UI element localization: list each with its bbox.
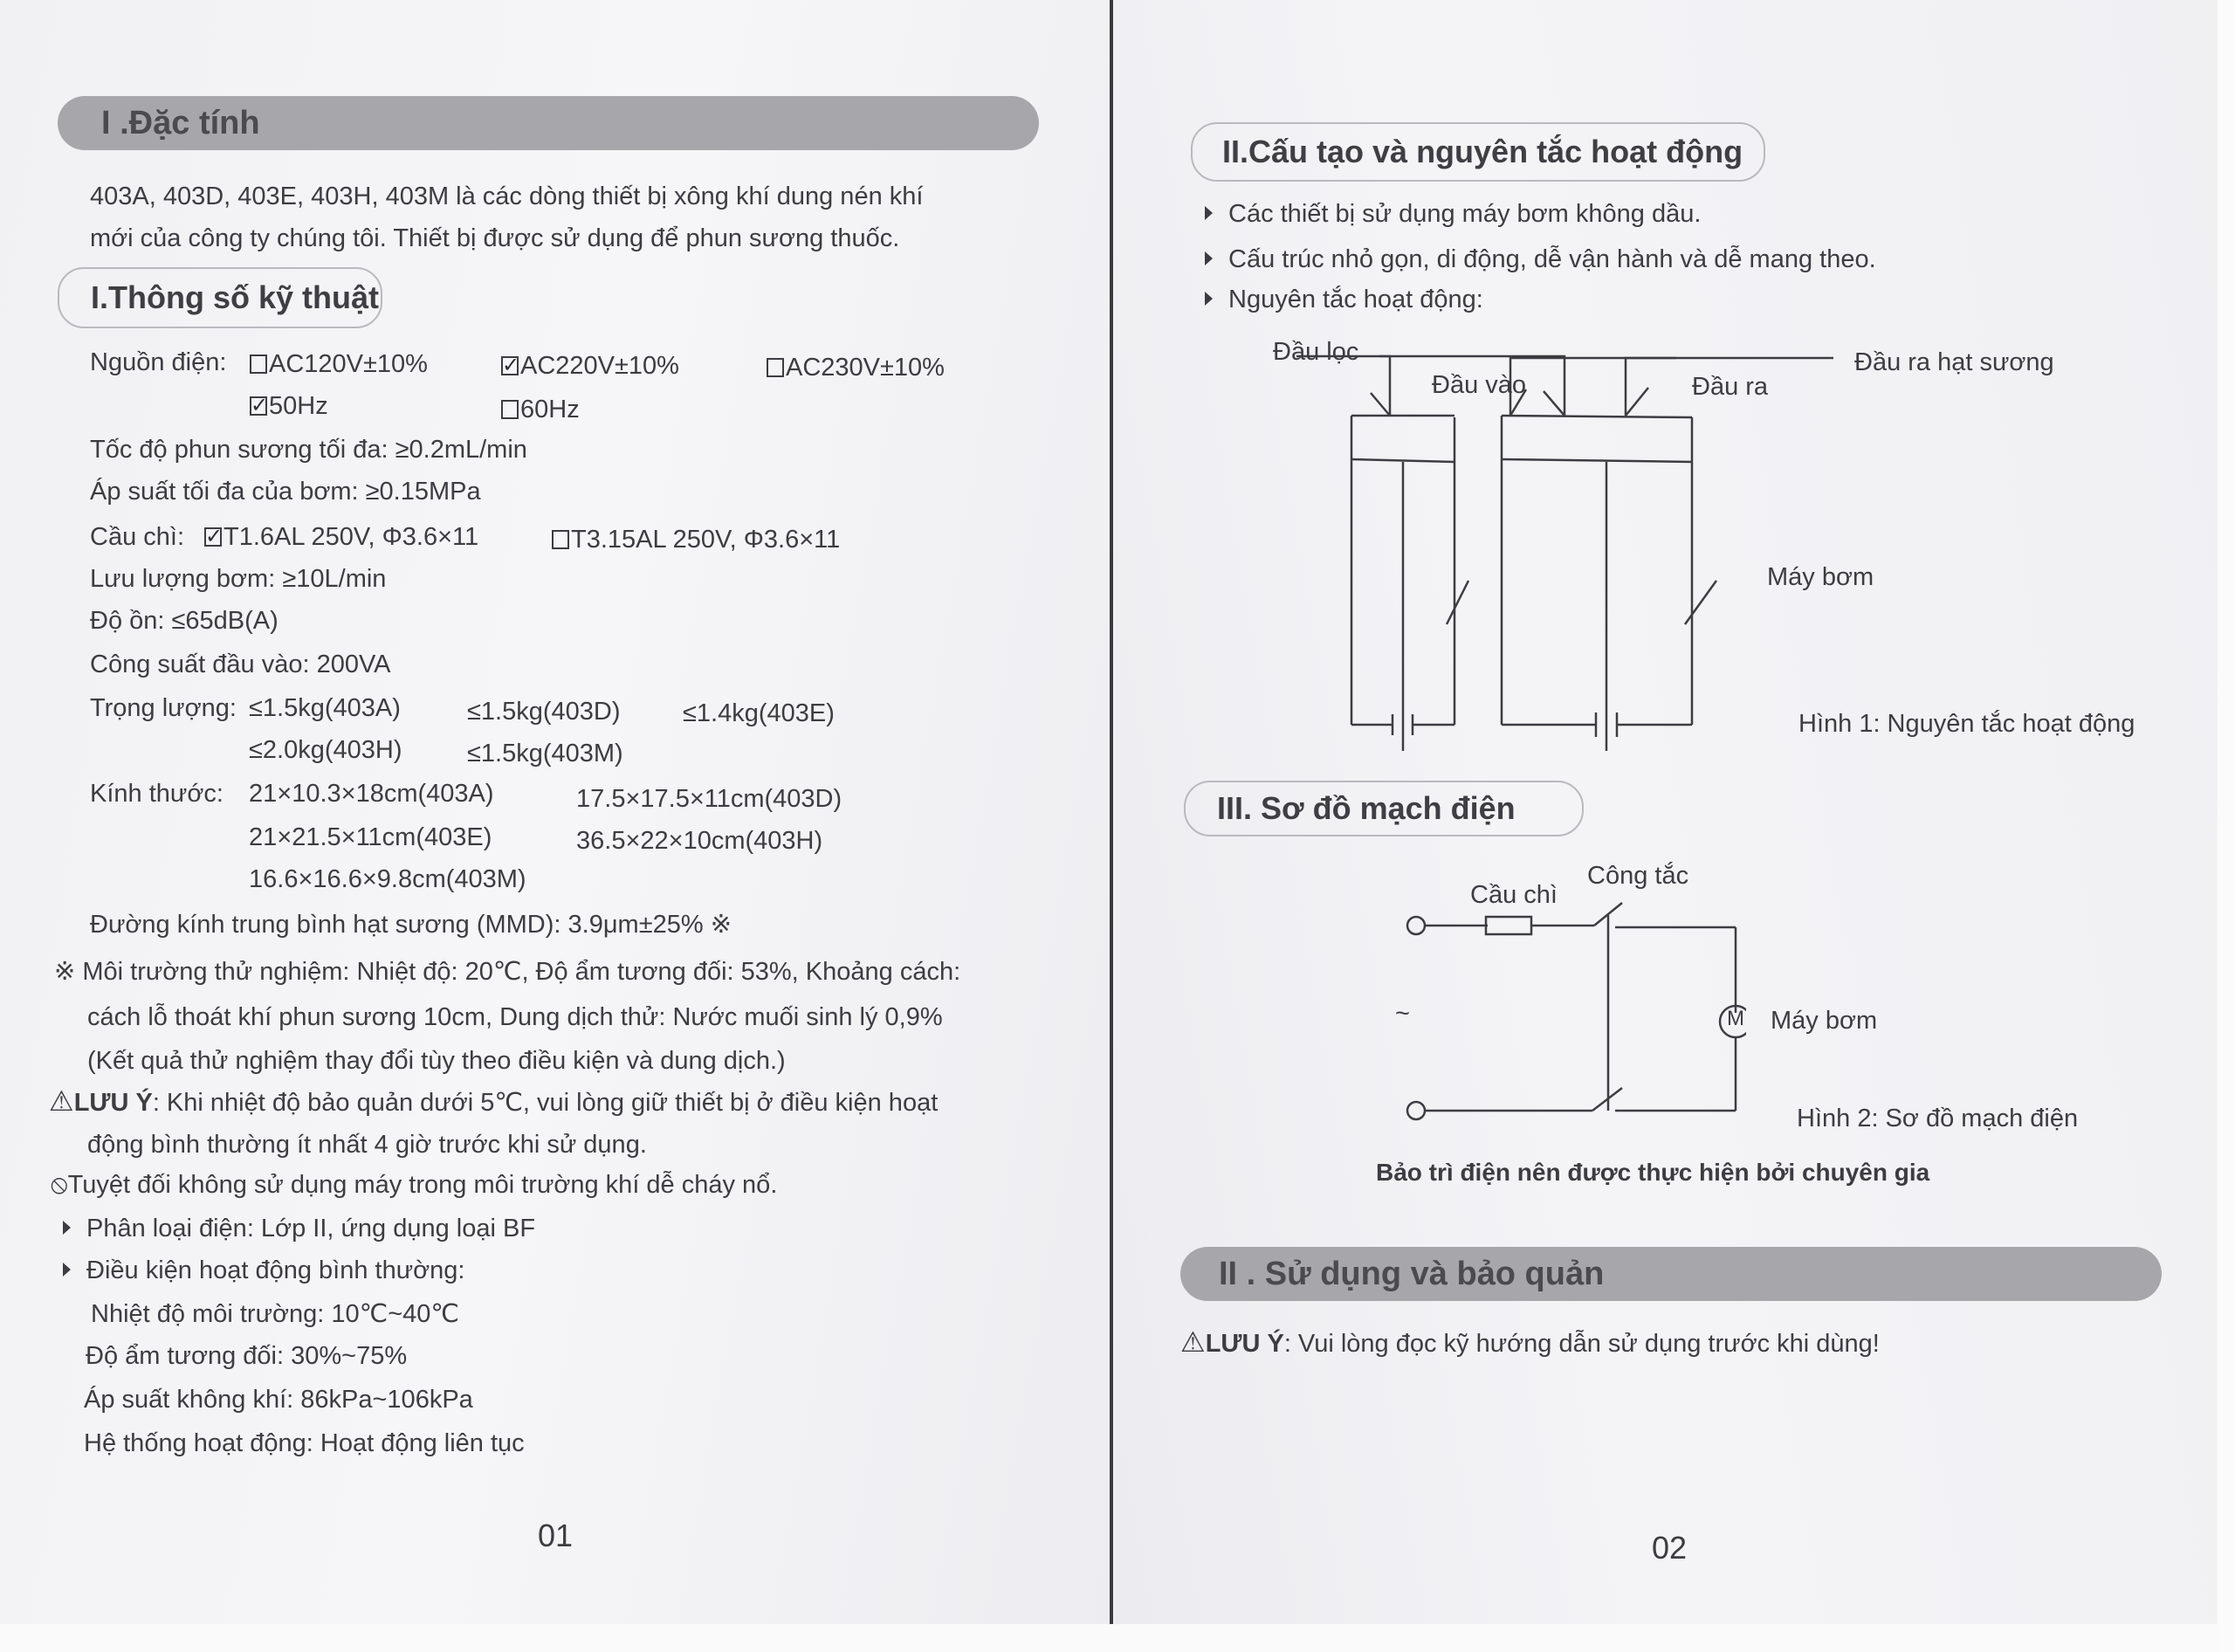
fuse-option-t1-6al[interactable]: ✓ T1.6AL 250V, Φ3.6×11 [204, 522, 478, 552]
caution-read-manual: ⚠LƯU Ý: Vui lòng đọc kỹ hướng dẫn sử dụng trước khi dùng! [1180, 1326, 1880, 1358]
bullet-oil-free-pump: Các thiết bị sử dụng máy bơm không dầu. [1205, 199, 1701, 229]
condition-operation-system: Hệ thống hoạt động: Hoạt động liên tục [84, 1429, 525, 1457]
label-filter: Đầu lọc [1273, 338, 1359, 366]
spec-noise: Độ ồn: ≤65dB(A) [90, 607, 279, 635]
spec-pump-flow: Lưu lượng bơm: ≥10L/min [90, 565, 387, 593]
prohibited-icon: ⦸ [51, 1170, 68, 1199]
bullet-operating-principle: Nguyên tắc hoạt động: [1205, 285, 1483, 314]
label-inlet: Đầu vào [1432, 371, 1527, 399]
dimension-403a: 21×10.3×18cm(403A) [249, 780, 494, 808]
caution-storage-line-2: động bình thường ít nhất 4 giờ trước khi sử dụng. [87, 1131, 647, 1159]
bullet-arrow-icon [1205, 251, 1213, 265]
bullet-arrow-icon [63, 1221, 71, 1235]
bullet-arrow-icon [1205, 292, 1213, 306]
motor-icon-label: M [1727, 1007, 1744, 1030]
test-env-line-1: ※ Môi trường thử nghiệm: Nhiệt độ: 20℃, Độ ẩm tương đối: 53%, Khoảng cách: [54, 958, 961, 986]
scan-margin-bottom [0, 1624, 2235, 1652]
power-label: Nguồn điện: [90, 348, 227, 376]
condition-temperature: Nhiệt độ môi trường: 10℃~40℃ [91, 1300, 459, 1328]
scan-margin-right [2218, 0, 2235, 1652]
spec-max-nebulization: Tốc độ phun sương tối đa: ≥0.2mL/min [90, 436, 527, 464]
figure-1-caption: Hình 1: Nguyên tắc hoạt động [1798, 710, 2135, 738]
label-ac-source: ~ [1395, 1000, 1410, 1028]
section-header-structure [1191, 122, 1765, 182]
fuse-option-t3-15al[interactable]: T3.15AL 250V, Φ3.6×11 [552, 525, 840, 554]
dimension-403h: 36.5×22×10cm(403H) [576, 827, 823, 855]
dimension-403d: 17.5×17.5×11cm(403D) [576, 785, 842, 813]
subsection-title: I.Thông số kỹ thuật [91, 279, 379, 315]
checkbox-icon [552, 530, 569, 549]
condition-humidity: Độ ẩm tương đối: 30%~75% [86, 1342, 408, 1370]
label-pump-motor: Máy bơm [1771, 1007, 1878, 1035]
label-pump: Máy bơm [1767, 563, 1874, 591]
section-title: I .Đặc tính [101, 104, 260, 141]
section-header-characteristics [58, 96, 1039, 150]
figure-circuit-diagram [1379, 891, 1746, 1126]
freq-option-60hz[interactable]: 60Hz [501, 395, 580, 424]
maintenance-note: Bảo trì điện nên được thực hiện bởi chuyên gia [1376, 1159, 1930, 1186]
section-header-usage [1180, 1247, 2162, 1301]
label-switch: Công tắc [1587, 862, 1689, 890]
bullet-compact-structure: Cấu trúc nhỏ gọn, di động, dễ vận hành và dễ mang theo. [1205, 244, 1876, 274]
caution-storage: ⚠LƯU Ý: Khi nhiệt độ bảo quản dưới 5℃, vui lòng giữ thiết bị ở điều kiện hoạt [49, 1085, 939, 1117]
weight-403h: ≤2.0kg(403H) [249, 736, 402, 764]
prohibition-note: ⦸Tuyệt đối không sử dụng máy trong môi trường khí dễ cháy nổ. [51, 1170, 778, 1199]
condition-air-pressure: Áp suất không khí: 86kPa~106kPa [84, 1386, 473, 1414]
test-env-line-3: (Kết quả thử nghiệm thay đổi tùy theo điều kiện và dung dịch.) [87, 1047, 786, 1075]
checkbox-checked-icon [250, 396, 267, 416]
test-env-line-2: cách lỗ thoát khí phun sương 10cm, Dung dịch thử: Nước muối sinh lý 0,9% [87, 1003, 943, 1031]
weight-403e: ≤1.4kg(403E) [683, 699, 835, 727]
weight-403a: ≤1.5kg(403A) [249, 694, 401, 722]
intro-line-2: mới của công ty chúng tôi. Thiết bị được sử dụng để phun sương thuốc. [90, 224, 900, 252]
warning-triangle-icon: ⚠ [1180, 1326, 1206, 1358]
dimension-403m: 16.6×16.6×9.8cm(403M) [249, 865, 526, 893]
weight-403d: ≤1.5kg(403D) [467, 698, 621, 726]
label-mist-outlet: Đầu ra hạt sương [1854, 348, 2054, 376]
section-header-circuit [1184, 781, 1584, 836]
power-option-120v[interactable]: AC120V±10% [250, 349, 428, 379]
freq-option-50hz[interactable]: ✓50Hz [250, 391, 328, 421]
checkbox-checked-icon [501, 356, 519, 375]
label-outlet: Đầu ra [1692, 373, 1769, 401]
section-title: III. Sơ đồ mạch điện [1217, 790, 1516, 826]
bullet-operating-conditions: Điều kiện hoạt động bình thường: [63, 1256, 464, 1285]
dimensions-label: Kính thước: [90, 780, 224, 808]
subsection-header-specs [58, 267, 382, 328]
page-number-right: 02 [1652, 1530, 1688, 1566]
warning-triangle-icon: ⚠ [49, 1085, 74, 1117]
caution-label: LƯU Ý [1205, 1330, 1284, 1358]
weight-label: Trọng lượng: [90, 694, 237, 722]
power-option-230v[interactable]: AC230V±10% [767, 353, 945, 382]
checkbox-icon [767, 358, 784, 377]
bullet-electrical-class: Phân loại điện: Lớp II, ứng dụng loại BF [63, 1214, 535, 1243]
power-option-220v[interactable]: ✓ AC220V±10% [501, 351, 679, 381]
spec-input-power: Công suất đầu vào: 200VA [90, 650, 391, 678]
dimension-403e: 21×21.5×11cm(403E) [249, 823, 492, 851]
page-number-left: 01 [538, 1518, 574, 1553]
spec-mmd: Đường kính trung bình hạt sương (MMD): 3.9μm±25% ※ [90, 911, 732, 939]
checkbox-icon [501, 400, 519, 419]
weight-403m: ≤1.5kg(403M) [467, 740, 623, 767]
label-fuse: Cầu chì [1470, 881, 1558, 909]
checkbox-checked-icon [204, 527, 222, 547]
caution-label: LƯU Ý [73, 1089, 153, 1117]
intro-line-1: 403A, 403D, 403E, 403H, 403M là các dòng thiết bị xông khí dung nén khí [90, 182, 924, 210]
section-title: II . Sử dụng và bảo quản [1219, 1255, 1605, 1292]
figure-2-caption: Hình 2: Sơ đồ mạch điện [1797, 1105, 2079, 1132]
section-title: II.Cấu tạo và nguyên tắc hoạt động [1222, 134, 1743, 169]
booklet-spine [1110, 0, 1113, 1624]
bullet-arrow-icon [63, 1263, 71, 1277]
bullet-arrow-icon [1205, 206, 1213, 220]
checkbox-icon [250, 354, 267, 374]
fuse-label: Cầu chì: [90, 523, 184, 551]
spec-max-pump-pressure: Áp suất tối đa của bơm: ≥0.15MPa [90, 478, 481, 506]
